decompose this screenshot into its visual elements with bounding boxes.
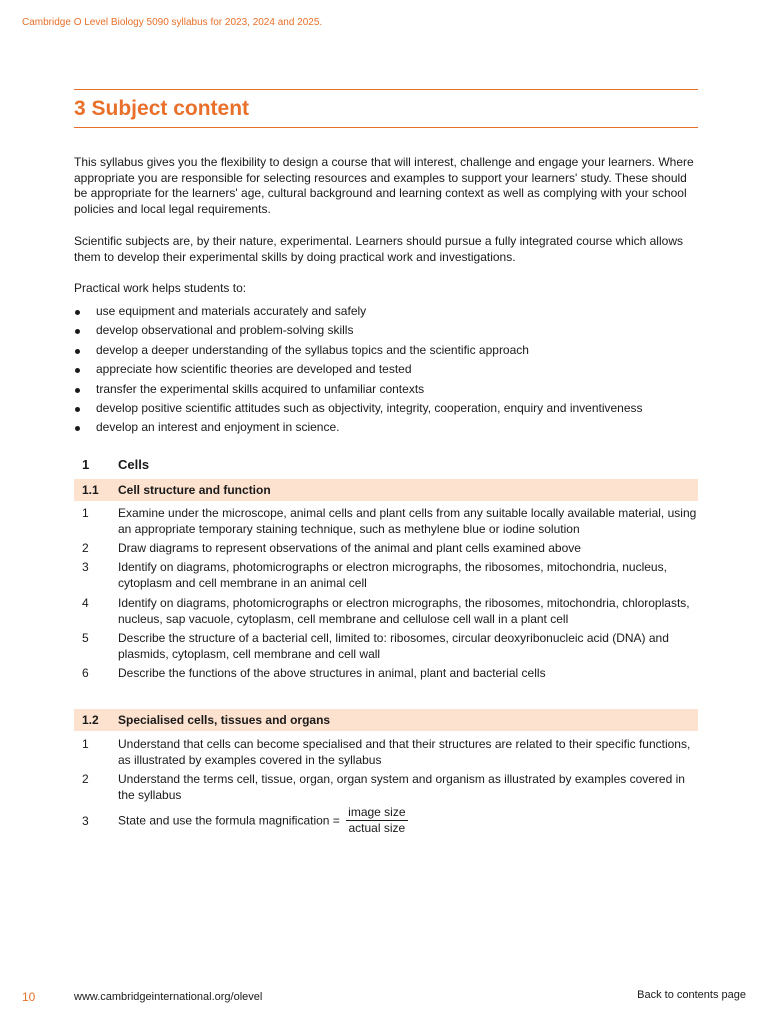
magnification-fraction	[346, 805, 407, 836]
back-to-contents-link[interactable]: Back to contents page	[637, 989, 746, 1001]
item-number: 1	[82, 506, 89, 520]
subtopic-heading	[74, 479, 698, 501]
item-text: Identify on diagrams, photomicrographs or electron micrographs, the ribosomes, mitochondria, chloroplasts, nucleus, sap vacuole, cytoplasm, cell membrane and cellulose cell wall in a plant cell	[118, 596, 690, 626]
page-number: 10	[22, 990, 36, 1004]
list-item: use equipment and materials accurately and safely	[74, 303, 698, 322]
subtopic-title: Cell structure and function	[118, 483, 271, 497]
running-header: Cambridge O Level Biology 5090 syllabus for 2023, 2024 and 2025.	[22, 17, 323, 28]
footer-url-link[interactable]: www.cambridgeinternational.org/olevel	[74, 991, 263, 1003]
subtopic-title: Specialised cells, tissues and organs	[118, 713, 331, 727]
item-number: 2	[82, 772, 89, 786]
subtopic-number: 1.1	[82, 483, 99, 497]
content-item	[74, 666, 698, 682]
experimental-paragraph: Scientific subjects are, by their nature, experimental. Learners should pursue a fully integrated course which allows them to develop their experimental skills by doing practical work and investigations.	[74, 234, 683, 264]
section-title: 3 Subject content	[74, 97, 250, 120]
item-text: Draw diagrams to represent observations of the animal and plant cells examined above	[118, 541, 581, 555]
content-item	[74, 506, 698, 537]
item-text	[118, 806, 698, 837]
item-text: Examine under the microscope, animal cells and plant cells from any suitable locally available material, using an appropriate temporary staining technique, such as methylene blue or iodine solution	[118, 506, 697, 536]
list-item: develop an interest and enjoyment in science.	[74, 419, 698, 438]
topic-number: 1	[82, 457, 90, 472]
practical-work-lead: Practical work helps students to:	[74, 281, 247, 295]
list-item: appreciate how scientific theories are developed and tested	[74, 361, 698, 380]
fraction-numerator: image size	[348, 805, 406, 819]
intro-paragraph: This syllabus gives you the flexibility to design a course that will interest, challenge and engage your learners. Where appropriate you are responsible for selecting resources and examples to support your learners' study. These should be appropriate for the learners' age, cultural background and learning context as well as complying with your school policies and local legal requirements.	[74, 155, 694, 216]
formula-lead: State and use the formula magnification =	[118, 813, 340, 828]
content-item	[74, 541, 698, 557]
list-item: develop observational and problem-solving skills	[74, 322, 698, 341]
subtopic-number: 1.2	[82, 713, 99, 727]
topic-heading	[74, 457, 698, 477]
content-item	[74, 631, 698, 662]
list-item: transfer the experimental skills acquired to unfamiliar contexts	[74, 381, 698, 400]
list-item: develop a deeper understanding of the syllabus topics and the scientific approach	[74, 342, 698, 361]
item-number: 6	[82, 666, 89, 680]
item-text: Describe the structure of a bacterial cell, limited to: ribosomes, circular deoxyribonucleic acid (DNA) and plasmids, cytoplasm, cell membrane and cell wall	[118, 631, 669, 661]
item-text: Identify on diagrams, photomicrographs or electron micrographs, the ribosomes, mitochondria, nucleus, cytoplasm and cell membrane in an animal cell	[118, 560, 667, 590]
item-number: 3	[82, 814, 89, 828]
content-item	[74, 560, 698, 591]
content-item	[74, 737, 698, 768]
practical-work-list	[74, 303, 698, 439]
content-item	[74, 772, 698, 803]
list-item: develop positive scientific attitudes such as objectivity, integrity, cooperation, enquiry and inventiveness	[74, 400, 698, 419]
item-text: Understand that cells can become specialised and that their structures are related to their specific functions, as illustrated by examples covered in the syllabus	[118, 737, 691, 767]
subtopic-heading	[74, 709, 698, 731]
item-text: Describe the functions of the above structures in animal, plant and bacterial cells	[118, 666, 546, 680]
item-number: 5	[82, 631, 89, 645]
item-number: 3	[82, 560, 89, 574]
item-number: 4	[82, 596, 89, 610]
item-text: Understand the terms cell, tissue, organ, organ system and organism as illustrated by examples covered in the syllabus	[118, 772, 685, 802]
fraction-denominator: actual size	[348, 821, 406, 835]
section-title-rule	[74, 89, 698, 128]
content-item	[74, 806, 698, 837]
content-item	[74, 596, 698, 627]
item-number: 1	[82, 737, 89, 751]
item-number: 2	[82, 541, 89, 555]
topic-title: Cells	[118, 457, 150, 472]
